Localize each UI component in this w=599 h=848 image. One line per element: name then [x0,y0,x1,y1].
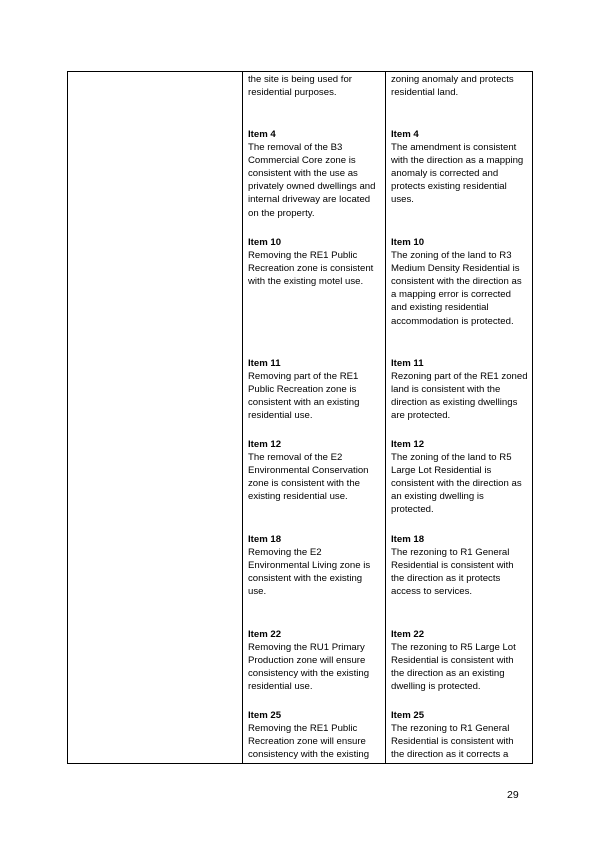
table-cell-right [391,128,529,207]
cell-text: The rezoning to R5 Large Lot Residential is consistent with the direction as an existing dwelling is protected. [391,642,516,693]
item-heading: Item 12 [391,439,425,450]
table-cell-right [391,533,529,598]
cell-text: Removing the E2 Environmental Living zone is consistent with the existing use. [248,547,371,598]
table-cell-left [248,236,382,288]
cell-text: zoning anomaly and protects residential land. [391,74,514,99]
cell-text: Rezoning part of the RE1 zoned land is consistent with the direction as existing dwellings are protected. [391,371,528,422]
table-cell-left [248,73,382,99]
item-heading: Item 10 [248,237,282,248]
column-divider [242,72,243,763]
cell-text: The removal of the B3 Commercial Core zone is consistent with the use as privately owned dwellings and internal driveway are located on the property. [248,142,376,219]
table-cell-right [391,73,529,99]
column-divider [385,72,386,763]
item-heading: Item 4 [391,129,419,140]
table-cell-left [248,709,382,761]
item-heading: Item 4 [248,129,276,140]
cell-text: The removal of the E2 Environmental Conservation zone is consistent with the existing residential use. [248,452,369,503]
consistency-table [67,71,533,764]
table-cell-left [248,128,382,220]
item-heading: Item 11 [391,358,424,369]
cell-text: Removing part of the RE1 Public Recreation zone is consistent with an existing residential use. [248,371,360,422]
cell-text: The amendment is consistent with the direction as a mapping anomaly is corrected and protects existing residential uses. [391,142,524,206]
cell-text: Removing the RU1 Primary Production zone will ensure consistency with the existing residential use. [248,642,370,693]
cell-text: Removing the RE1 Public Recreation zone will ensure consistency with the existing [248,723,370,761]
table-cell-left [248,438,382,503]
table-cell-right [391,709,529,761]
table-cell-right [391,357,529,422]
table-cell-right [391,628,529,693]
table-cell-left [248,628,382,693]
table-cell-left [248,533,382,598]
item-heading: Item 10 [391,237,425,248]
table-cell-right [391,236,529,328]
item-heading: Item 25 [391,710,425,721]
item-heading: Item 18 [248,534,282,545]
cell-text: The zoning of the land to R5 Large Lot Residential is consistent with the direction as an existing dwelling is protected. [391,452,522,516]
item-heading: Item 25 [248,710,282,721]
item-heading: Item 22 [391,629,425,640]
table-cell-left [248,357,382,422]
item-heading: Item 12 [248,439,282,450]
item-heading: Item 11 [248,358,281,369]
cell-text: Removing the RE1 Public Recreation zone is consistent with the existing motel use. [248,250,374,288]
page-number: 29 [507,789,519,801]
item-heading: Item 22 [248,629,282,640]
cell-text: The zoning of the land to R3 Medium Density Residential is consistent with the direction as a mapping error is corrected and existing residential accommodation is protected. [391,250,522,327]
cell-text: The rezoning to R1 General Residential is consistent with the direction as it protects access to services. [391,547,514,598]
cell-text: the site is being used for residential purposes. [248,74,352,99]
table-cell-right [391,438,529,517]
item-heading: Item 18 [391,534,425,545]
cell-text: The rezoning to R1 General Residential is consistent with the direction as it corrects a [391,723,514,761]
